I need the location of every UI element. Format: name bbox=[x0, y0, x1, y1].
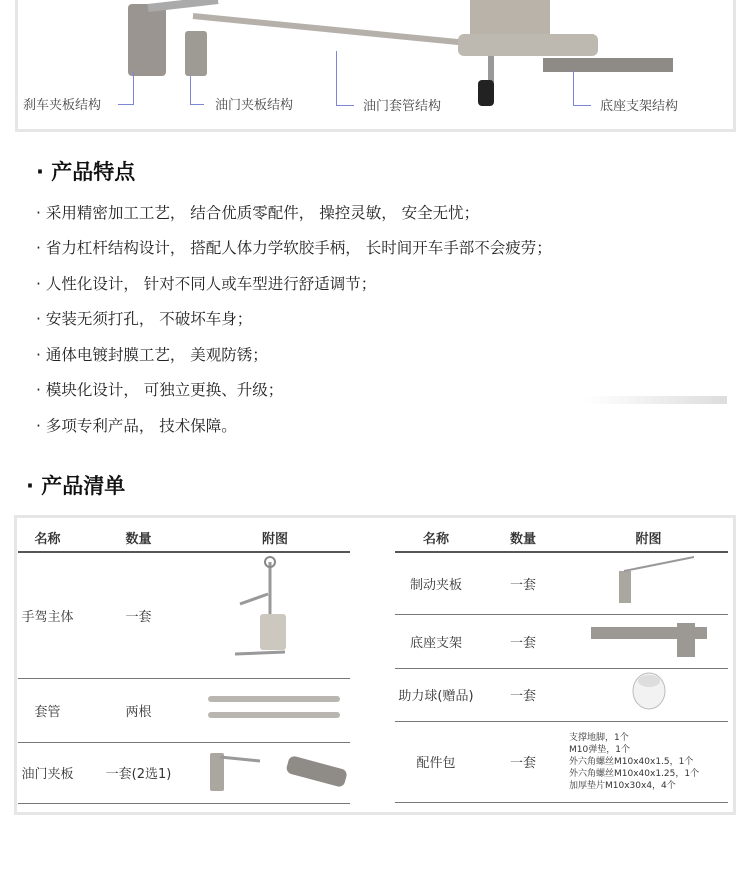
col-qty: 数量 bbox=[477, 524, 569, 552]
feature-item: · 多项专利产品， 技术保障。 bbox=[36, 417, 237, 435]
feature-item: · 通体电镀封膜工艺， 美观防锈； bbox=[36, 346, 268, 364]
accessory-item: 外六角螺丝M10x40x1.25，1个 bbox=[569, 768, 700, 779]
item-name: 套管 bbox=[18, 678, 77, 742]
item-name: 配件包 bbox=[395, 721, 477, 802]
item-qty: 两根 bbox=[77, 678, 200, 742]
table-row bbox=[18, 678, 350, 742]
accessory-item: 加厚垫片M10x30x4，4个 bbox=[569, 780, 676, 791]
col-image: 附图 bbox=[200, 524, 350, 552]
item-name: 助力球(赠品) bbox=[395, 668, 477, 721]
list-heading: · 产品清单 bbox=[26, 474, 126, 498]
throttle-clamp-image bbox=[200, 743, 350, 799]
feature-item: · 人性化设计， 针对不同人或车型进行舒适调节； bbox=[36, 275, 377, 293]
col-qty: 数量 bbox=[77, 524, 200, 552]
item-qty: 一套 bbox=[477, 614, 569, 668]
item-qty: 一套 bbox=[477, 552, 569, 614]
table-row bbox=[395, 614, 728, 668]
base-bracket-image bbox=[587, 617, 711, 661]
accessory-list bbox=[569, 721, 728, 802]
label-throttle-tube: 油门套管结构 bbox=[363, 99, 442, 114]
label-base-bracket: 底座支架结构 bbox=[600, 99, 679, 114]
item-name: 手驾主体 bbox=[18, 552, 77, 678]
feature-item: · 安装无须打孔， 不破坏车身； bbox=[36, 310, 253, 328]
feature-item: · 省力杠杆结构设计， 搭配人体力学软胶手柄， 长时间开车手部不会疲劳； bbox=[36, 239, 552, 257]
features-heading: · 产品特点 bbox=[36, 160, 136, 184]
knob-ball-image bbox=[629, 671, 669, 715]
accessory-item: 外六角螺丝M10x40x1.5，1个 bbox=[569, 756, 694, 767]
feature-item: · 模块化设计， 可独立更换、升级； bbox=[36, 381, 284, 399]
item-qty: 一套 bbox=[477, 721, 569, 802]
item-qty: 一套 bbox=[477, 668, 569, 721]
col-name: 名称 bbox=[18, 524, 77, 552]
product-structure-image bbox=[15, 0, 736, 132]
product-list-right bbox=[395, 524, 728, 803]
table-row bbox=[395, 721, 728, 802]
col-image: 附图 bbox=[569, 524, 728, 552]
table-row bbox=[18, 742, 350, 803]
feature-item: · 采用精密加工工艺， 结合优质零配件， 操控灵敏， 安全无忧； bbox=[36, 204, 480, 222]
col-name: 名称 bbox=[395, 524, 477, 552]
table-row bbox=[395, 552, 728, 614]
decorative-shadow bbox=[585, 396, 727, 404]
label-throttle-clamp: 油门夹板结构 bbox=[215, 98, 294, 113]
label-brake-clamp: 刹车夹板结构 bbox=[23, 98, 102, 113]
accessory-item: M10弹垫，1个 bbox=[569, 744, 630, 755]
item-name: 底座支架 bbox=[395, 614, 477, 668]
table-row bbox=[18, 552, 350, 678]
item-name: 制动夹板 bbox=[395, 552, 477, 614]
item-qty: 一套(2选1) bbox=[77, 742, 200, 803]
brake-clamp-image bbox=[599, 553, 699, 609]
tubes-image bbox=[205, 688, 345, 728]
item-qty: 一套 bbox=[77, 552, 200, 678]
item-name: 油门夹板 bbox=[18, 742, 77, 803]
product-list-left bbox=[18, 524, 350, 804]
table-row bbox=[395, 668, 728, 721]
main-unit-image bbox=[230, 554, 320, 672]
accessory-item: 支撑地脚，1个 bbox=[569, 732, 629, 743]
